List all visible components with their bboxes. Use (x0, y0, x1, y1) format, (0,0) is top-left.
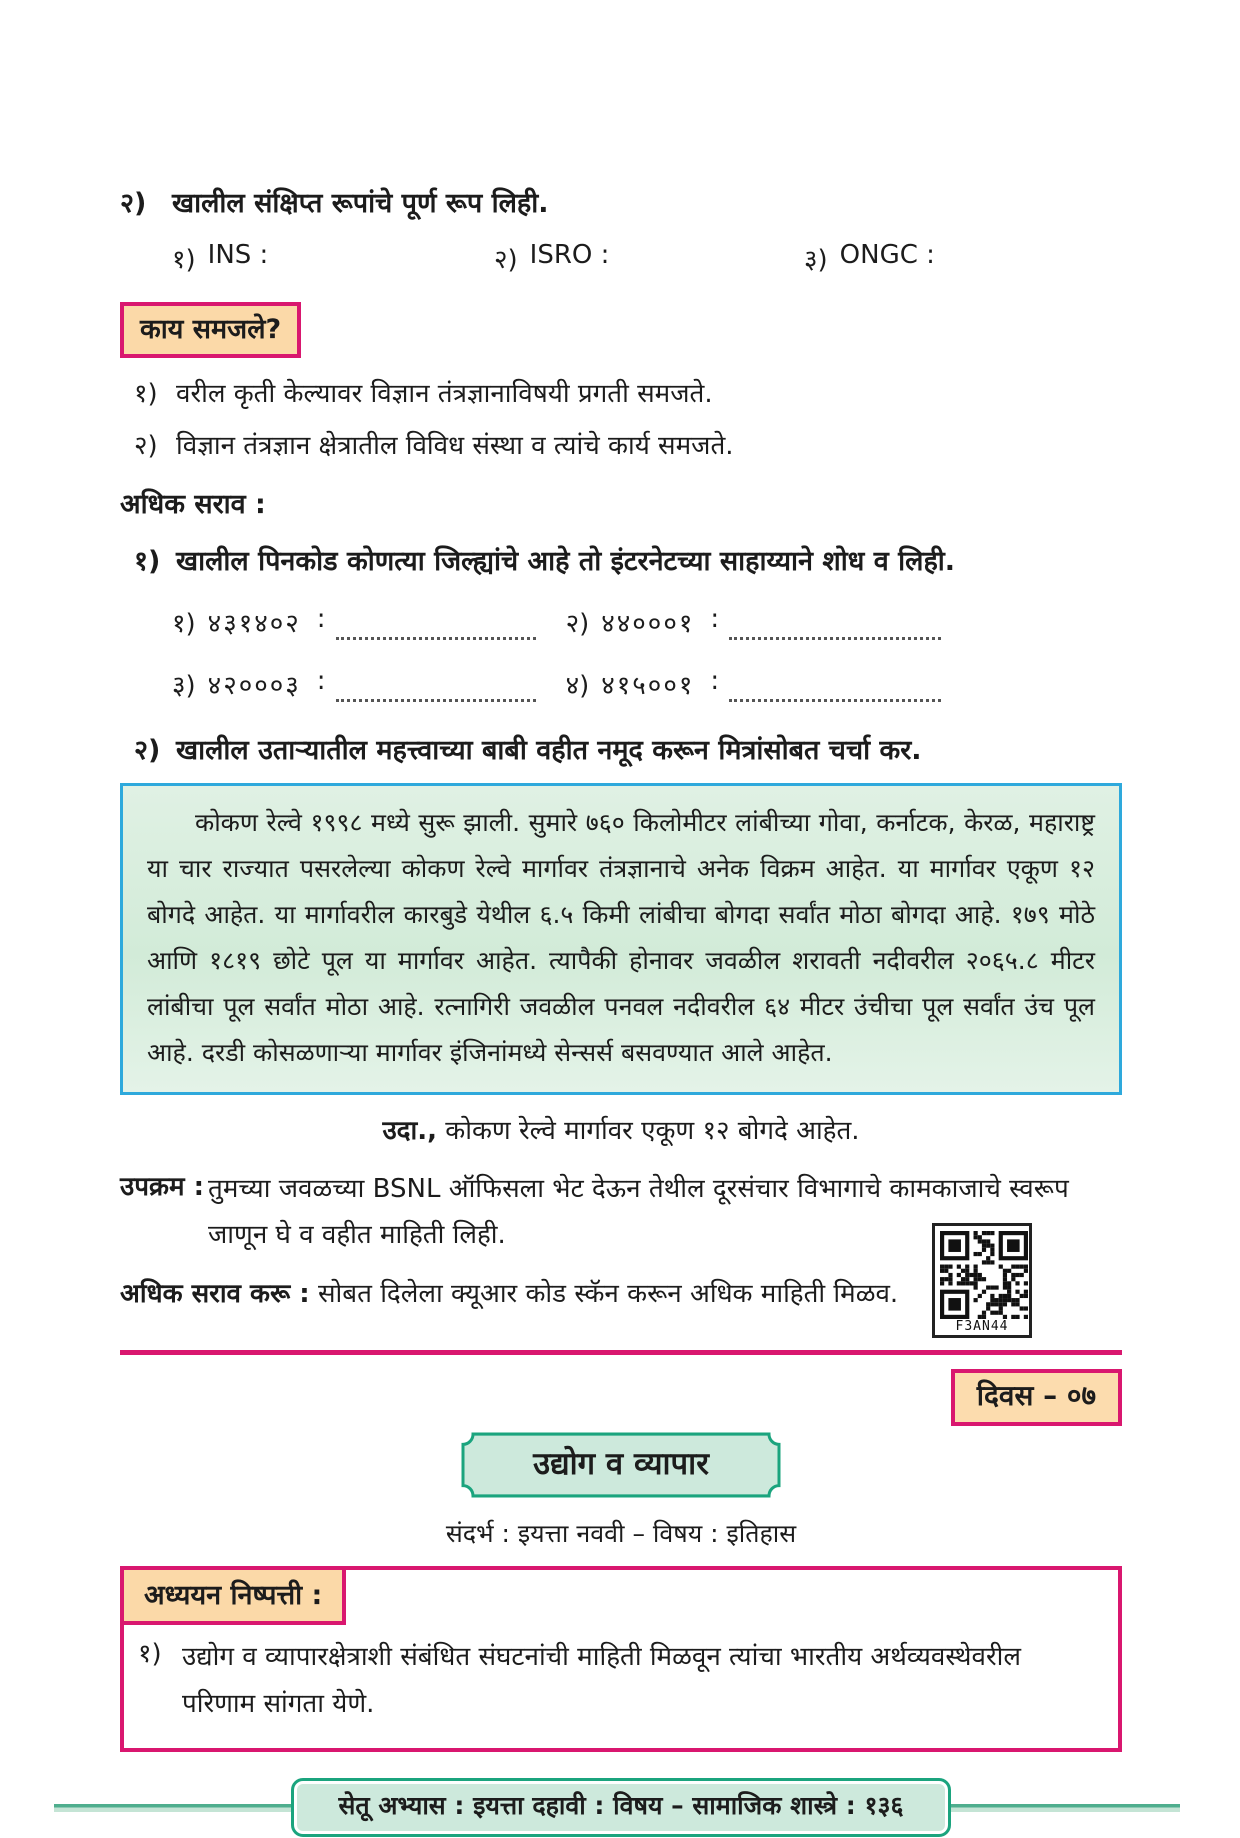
chapter-title-plaque (461, 1432, 781, 1498)
qr-caption: F3AN44 (955, 1319, 1009, 1334)
item-number: ४) (565, 671, 590, 701)
example-text: कोकण रेल्वे मार्गावर एकूण १२ बोगदे आहेत. (445, 1116, 860, 1146)
item-number: १) (138, 1639, 162, 1669)
item-label: ISRO : (529, 240, 610, 270)
item-number: ३) (172, 671, 196, 701)
qr-row-text: सोबत दिलेला क्यूआर कोड स्कॅन करून अधिक माहिती मिळव. (317, 1279, 899, 1309)
question-text: खालील संक्षिप्त रूपांचे पूर्ण रूप लिही. (172, 188, 549, 219)
item-number: १) (172, 245, 196, 275)
understood-item (134, 374, 1122, 410)
qr-code-image (940, 1231, 1028, 1319)
pincode-item (172, 666, 336, 702)
abbrev-question (120, 183, 1122, 220)
question-number: १) (134, 546, 161, 577)
pincode-value: ४३१४०२ (207, 609, 301, 639)
abbrev-item-ongc (804, 240, 935, 276)
qr-code (932, 1223, 1032, 1338)
item-text: उद्योग व व्यापारक्षेत्राशी संबंधित संघटनांची माहिती मिळवून त्यांचा भारतीय अर्थव्यवस्थेवरील परिणाम सांगता येणे. (182, 1642, 1021, 1719)
day-badge: दिवस – ०७ (951, 1369, 1122, 1426)
pincode-item (566, 604, 730, 640)
pincode-value: ४४०००१ (601, 609, 695, 639)
item-number: २) (494, 245, 518, 275)
konkan-railway-passage-box (120, 783, 1122, 1095)
colon: : (710, 604, 720, 634)
question-text: खालील पिनकोड कोणत्या जिल्ह्यांचे आहे तो इंटरनेटच्या साहाय्याने शोध व लिही. (176, 546, 956, 577)
understood-item (134, 426, 1122, 462)
item-text: विज्ञान तंत्रज्ञान क्षेत्रातील विविध संस्था व त्यांचे कार्य समजते. (176, 431, 734, 461)
page-footer (120, 1778, 1122, 1838)
question-text: खालील उताऱ्यातील महत्त्वाच्या बाबी वहीत नमूद करून मित्रांसोबत चर्चा कर. (176, 735, 922, 766)
item-number: २) (565, 609, 590, 639)
item-number: १) (134, 379, 158, 409)
page-title: उद्योग व व्यापार (533, 1446, 709, 1482)
answer-dotted-line (729, 670, 941, 702)
pincode-row (172, 604, 1122, 640)
outcome-item (138, 1634, 1100, 1728)
pincode-row (172, 666, 1122, 702)
item-number: १) (172, 609, 196, 639)
qr-row-label: अधिक सराव करू : (120, 1279, 310, 1309)
item-text: वरील कृती केल्यावर विज्ञान तंत्रज्ञानाविषयी प्रगती समजते. (176, 379, 713, 409)
activity-section (120, 1167, 1122, 1334)
learning-outcomes-label: अध्ययन निष्पत्ती : (120, 1566, 346, 1625)
pincode-value: ४१५००१ (601, 671, 695, 701)
answer-dotted-line (336, 608, 536, 640)
answer-dotted-line (336, 670, 536, 702)
item-label: ONGC : (839, 240, 935, 270)
activity-text: तुमच्या जवळच्या BSNL ऑफिसला भेट देऊन तेथील दूरसंचार विभागाचे कामकाजाचे स्वरूप जाणून घे व वहीत माहिती लिही. (208, 1174, 1069, 1250)
colon: : (316, 666, 326, 696)
day-badge-row (120, 1369, 1122, 1426)
pincode-question (134, 541, 1122, 578)
abbrev-item-ins (172, 240, 494, 276)
pincode-value: ४२०००३ (207, 671, 301, 701)
more-practice-heading: अधिक सराव : (120, 489, 266, 520)
chapter-title-row (120, 1432, 1122, 1498)
example-label: उदा., (382, 1116, 437, 1146)
answer-dotted-line (729, 608, 941, 640)
activity-label: उपक्रम : (120, 1172, 204, 1202)
what-understood-box: काय समजले? (120, 302, 301, 358)
example-line (120, 1111, 1122, 1147)
item-label: INS : (207, 240, 269, 270)
pincode-item (566, 666, 730, 702)
question-number: २) (120, 188, 147, 219)
footer-title-box: सेतू अभ्यास : इयत्ता दहावी : विषय – सामाजिक शास्त्रे : १३६ (291, 1778, 951, 1837)
abbrev-item-isro (494, 240, 804, 276)
section-divider-rule (120, 1350, 1122, 1355)
question-number: २) (134, 735, 161, 766)
colon: : (710, 666, 720, 696)
colon: : (316, 604, 326, 634)
pincode-item (172, 604, 336, 640)
abbrev-items (172, 240, 1122, 276)
passage-text: कोकण रेल्वे १९९८ मध्ये सुरू झाली. सुमारे ७६० किलोमीटर लांबीच्या गोवा, कर्नाटक, केरळ, महाराष्ट्र या चार राज्यात पसरलेल्या कोकण रेल्वे मार्गावर तंत्रज्ञानाचे अनेक विक्रम आहेत. या मार्गावर एकूण १२ बोगदे आहेत. या मार्गावरील कारबुडे येथील ६.५ किमी लांबीचा बोगदा सर्वांत मोठा बोगदा आहे. १७९ मोठे आणि १८१९ छोटे पूल या मार्गावर आहेत. त्यापैकी होनावर जवळील शरावती नदीवरील २०६५.८ मीटर लांबीचा पूल सर्वांत मोठा आहे. रत्नागिरी जवळील पनवल नदीवरील ६४ मीटर उंचीचा पूल सर्वांत उंच पूल आहे. दरडी कोसळणाऱ्या मार्गावर इंजिनांमध्ये सेन्सर्स बसवण्यात आले आहेत. (147, 808, 1095, 1067)
reference-line: संदर्भ : इयत्ता नववी – विषय : इतिहास (445, 1519, 797, 1548)
passage-question (134, 730, 1122, 767)
learning-outcomes-box (120, 1566, 1122, 1752)
item-number: २) (134, 431, 158, 461)
item-number: ३) (804, 245, 828, 275)
more-practice-qr-row (120, 1274, 930, 1310)
